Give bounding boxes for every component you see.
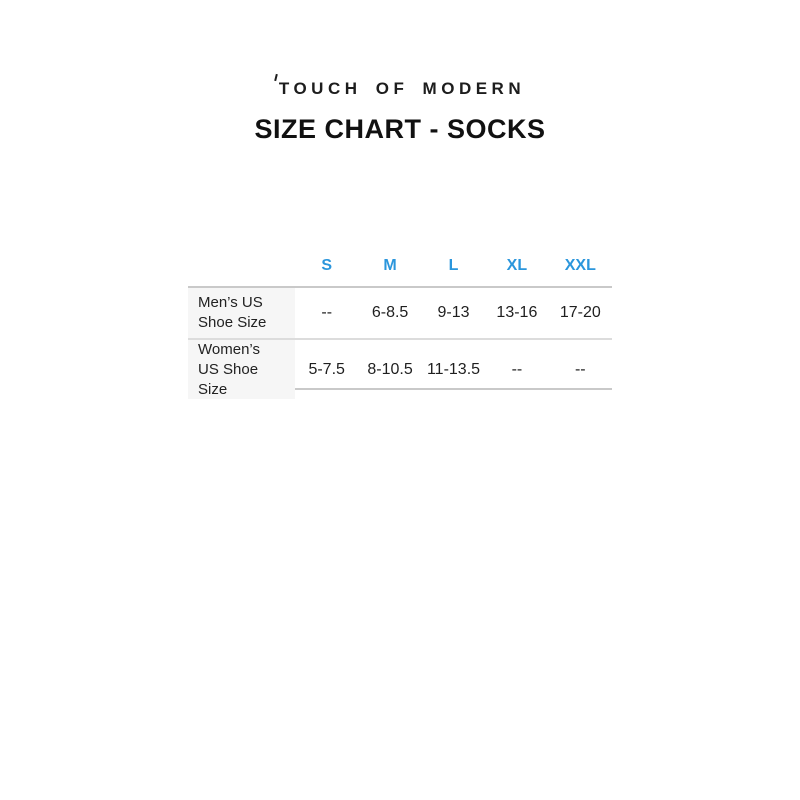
mens-value-xl: 13-16 <box>496 304 538 321</box>
brand-logo-text: TOUCH OF MODERN <box>278 79 526 98</box>
page-title: SIZE CHART - SOCKS <box>254 114 546 144</box>
column-header-s: S <box>321 256 333 274</box>
corner-cell <box>188 249 295 286</box>
row-label-womens: Women’s US Shoe Size <box>188 340 295 399</box>
womens-value-xl: -- <box>511 360 523 378</box>
mens-value-xxl: 17-20 <box>559 304 601 321</box>
table-header-row <box>188 249 612 288</box>
womens-value-s: 5-7.5 <box>308 360 345 378</box>
column-header-m: M <box>383 256 397 274</box>
row-label-mens: Men’s US Shoe Size <box>188 288 295 338</box>
mens-value-s: -- <box>321 304 333 321</box>
womens-value-m: 8-10.5 <box>367 360 413 378</box>
mens-value-m: 6-8.5 <box>371 304 409 321</box>
brand-logo <box>0 74 800 99</box>
womens-value-xxl: -- <box>574 360 586 378</box>
womens-value-l: 11-13.5 <box>426 360 481 378</box>
logo-tick-icon <box>274 74 278 81</box>
table-row-mens <box>188 288 612 340</box>
column-header-xl: XL <box>506 256 528 274</box>
table-row-womens <box>188 340 612 398</box>
size-chart-table <box>188 249 612 398</box>
mens-value-l: 9-13 <box>437 304 470 321</box>
column-header-xxl: XXL <box>564 256 596 274</box>
column-header-l: L <box>448 256 459 274</box>
